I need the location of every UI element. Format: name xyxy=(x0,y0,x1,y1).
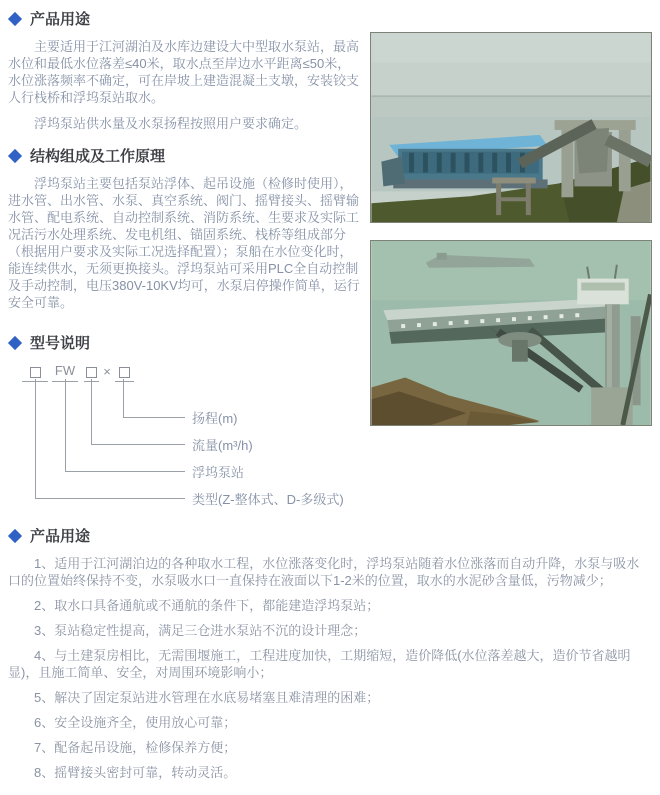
diamond-bullet-icon xyxy=(8,148,22,162)
section-title: 产品用途 xyxy=(30,528,91,545)
photo-column xyxy=(370,8,652,515)
feature-item-1: 1、适用于江河湖泊边的各种取水工程，水位涨落变化时，浮坞泵站随着水位涨落而自动升降，水泵与吸水口的位置始终保持不变，水泵吸水口一直保持在液面以下1-2米的位置，取水的水泥砂含量低，污物减少； xyxy=(8,556,640,588)
feature-item-8: 8、摇臂接头密封可靠，转动灵活。 xyxy=(34,765,237,780)
section-heading-model-designation xyxy=(8,332,362,353)
section-heading-structure-principle xyxy=(8,145,362,166)
feature-item-4: 4、与土建泵房相比，无需围堰施工，工程进度加快，工期缩短，造价降低(水位落差越大，造价节省越明显)，且施工简单、安全，对周围环境影响小； xyxy=(8,648,631,680)
placeholder-box-icon xyxy=(86,367,97,378)
model-label-station: 浮坞泵站 xyxy=(192,465,245,480)
photo-floating-pump-barge-river xyxy=(370,240,652,426)
feature-item-3: 3、泵站稳定性提高，满足三仓进水泵站不沉的设计理念； xyxy=(34,623,367,638)
model-label-head: 扬程(m) xyxy=(192,411,238,426)
feature-item-5: 5、解决了固定泵站进水管理在水底易堵塞且难清理的困难； xyxy=(34,690,380,705)
structure-paragraph: 浮坞泵站主要包括泵站浮体、起吊设施（检修时使用），进水管、出水管、水泵、真空系统、阀门、摇臂接头、摇臂输水管、配电系统、自动控制系统、消防系统、生要求及实际工况活污水处理系统、发电机组、锚固系统、栈桥等组成部分（根据用户要求及实际工况选择配置）；泵船在水位变化时，能连续供水，无须更换接头。浮坞泵站可采用PLC全自动控制及手动控制，电压380V-10KV均可，水泵启停操作简单，运行安全可靠。 xyxy=(8,176,360,310)
diamond-bullet-icon xyxy=(8,335,22,349)
model-label-type: 类型(Z-整体式、D-多级式) xyxy=(192,492,344,507)
section-title: 产品用途 xyxy=(30,11,91,28)
placeholder-box-icon xyxy=(30,367,41,378)
features-section xyxy=(8,525,652,781)
feature-item-2: 2、取水口具备通航或不通航的条件下，都能建造浮坞泵站； xyxy=(34,598,380,613)
usage-paragraph-1: 主要适用于江河湖泊及水库边建设大中型取水泵站，最高水位和最低水位落差≤40米，取水点至岸边水平距离≤50米，水位涨落频率不确定，可在岸坡上建造混凝土支墩，安装铰支人行栈桥和浮坞泵站取水。 xyxy=(8,39,360,105)
placeholder-box-icon xyxy=(119,367,130,378)
model-code-diagram xyxy=(8,363,362,515)
connector-line-type xyxy=(35,379,185,499)
left-text-column xyxy=(8,8,362,515)
diamond-bullet-icon xyxy=(8,11,22,25)
model-label-flow: 流量(m³/h) xyxy=(192,438,253,453)
section-title: 结构组成及工作原理 xyxy=(30,148,166,165)
photo-floating-pump-station-shore xyxy=(370,32,652,223)
usage-paragraph-2: 浮坞泵站供水量及水泵扬程按照用户要求确定。 xyxy=(34,116,308,131)
section-heading-product-usage xyxy=(8,8,362,29)
section-heading-product-features xyxy=(8,525,652,546)
diamond-bullet-icon xyxy=(8,528,22,542)
feature-item-7: 7、配备起吊设施，检修保养方便； xyxy=(34,740,237,755)
section-title: 型号说明 xyxy=(30,335,91,352)
feature-item-6: 6、安全设施齐全，使用放心可靠； xyxy=(34,715,237,730)
multiply-sign: × xyxy=(103,364,111,379)
model-code-fw: FW xyxy=(52,363,78,382)
top-content-row xyxy=(8,8,652,515)
